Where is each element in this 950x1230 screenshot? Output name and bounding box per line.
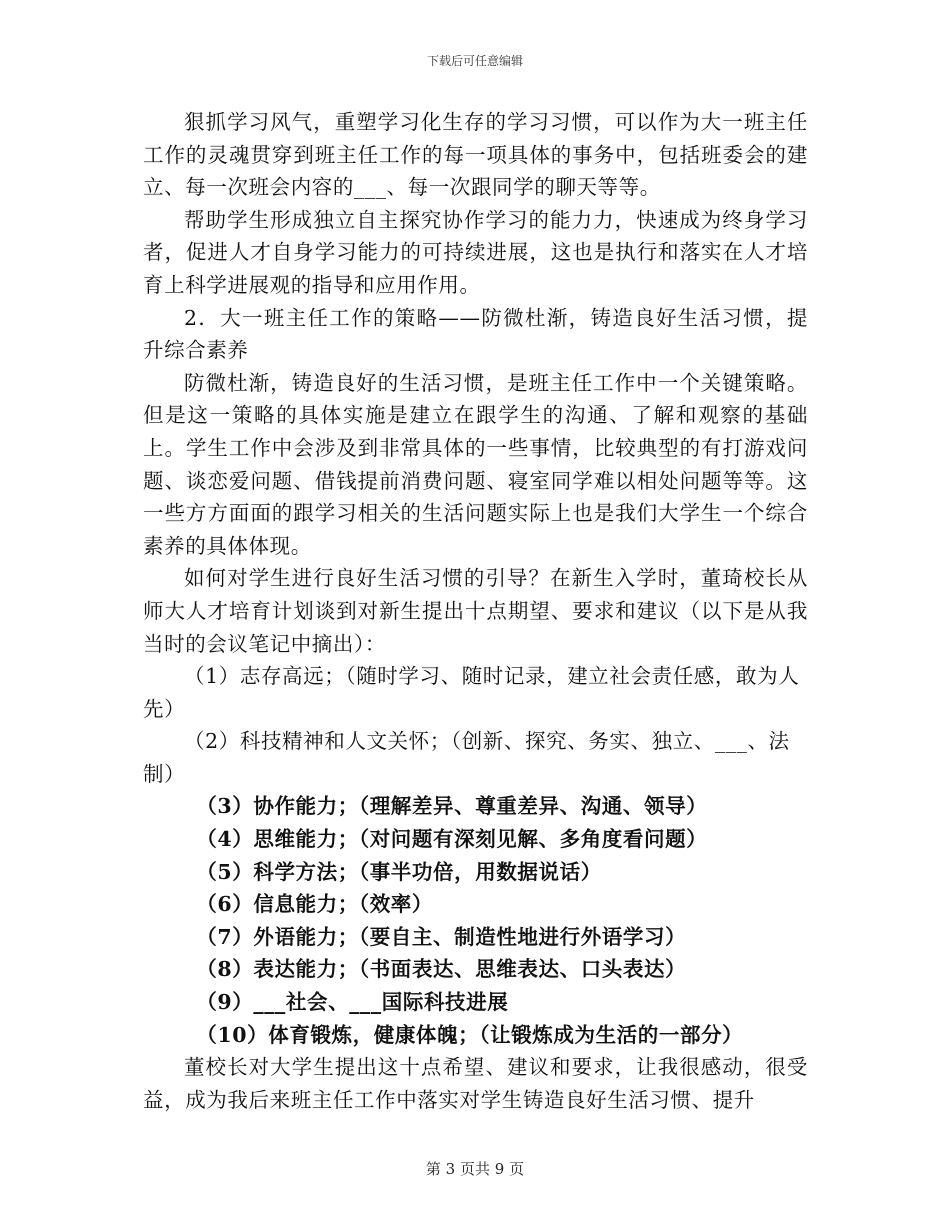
- page-footer: 第 3 页共 9 页: [425, 1160, 525, 1178]
- list-item-10: （10）体育锻炼，健康体魄；（让锻炼成为生活的一部分）: [196, 1022, 744, 1047]
- list-item-3: （3）协作能力；（理解差异、尊重差异、沟通、领导）: [196, 794, 708, 819]
- list-item-1: （1）志存高远；（随时学习、随时记录，建立社会责任感，敢为人先）: [143, 664, 800, 721]
- paragraph-life-habits: 防微杜渐，铸造良好的生活习惯，是班主任工作中一个关键策略。但是这一策略的具体实施是建立在跟学生的沟通、了解和观察的基础上。学生工作中会涉及到非常具体的一些事情，比较典型的有打游戏问题、谈恋爱问题、借钱提前消费问题、寝室同学难以相处问题等等。这一些方方面面的跟学习相关的生活问题实际上也是我们大学生一个综合素养的具体体现。: [143, 370, 808, 558]
- page-header: 下载后可任意编辑: [426, 54, 523, 68]
- list-item-7: （7）外语能力；（要自主、制造性地进行外语学习）: [196, 924, 687, 949]
- list-item-4: （4）思维能力；（对问题有深刻见解、多角度看问题）: [196, 827, 708, 852]
- list-item-8: （8）表达能力；（书面表达、思维表达、口头表达）: [196, 957, 687, 982]
- document-body: [143, 106, 808, 1116]
- list-item-2: （2）科技精神和人文关怀；（创新、探究、务实、独立、___、法制）: [143, 729, 790, 786]
- list-item-9: （9）___社会、___国际科技进展: [196, 990, 509, 1015]
- paragraph-study-habits: 狠抓学习风气，重塑学习化生存的学习习惯，可以作为大一班主任工作的灵魂贯穿到班主任工作的每一项具体的事务中，包括班委会的建立、每一次班会内容的___、每一次跟同学的聊天等等。: [143, 110, 808, 200]
- paragraph-guidance: 如何对学生进行良好生活习惯的引导？在新生入学时，董琦校长从师大人才培育计划谈到对新生提出十点期望、要求和建议（以下是从我当时的会议笔记中摘出）：: [143, 566, 808, 656]
- paragraph-conclusion: 董校长对大学生提出这十点希望、建议和要求，让我很感动，很受益，成为我后来班主任工作中落实对学生铸造良好生活习惯、提升: [143, 1055, 808, 1112]
- list-item-5: （5）科学方法；（事半功倍，用数据说话）: [196, 859, 602, 884]
- paragraph-independent-learning: 帮助学生形成独立自主探究协作学习的能力力，快速成为终身学习者，促进人才自身学习能力的可持续进展，这也是执行和落实在人才培育上科学进展观的指导和应用作用。: [143, 207, 808, 297]
- list-item-6: （6）信息能力；（效率）: [196, 892, 434, 917]
- section-heading-strategy: 2．大一班主任工作的策略——防微杜渐，铸造良好生活习惯，提升综合素养: [143, 305, 808, 363]
